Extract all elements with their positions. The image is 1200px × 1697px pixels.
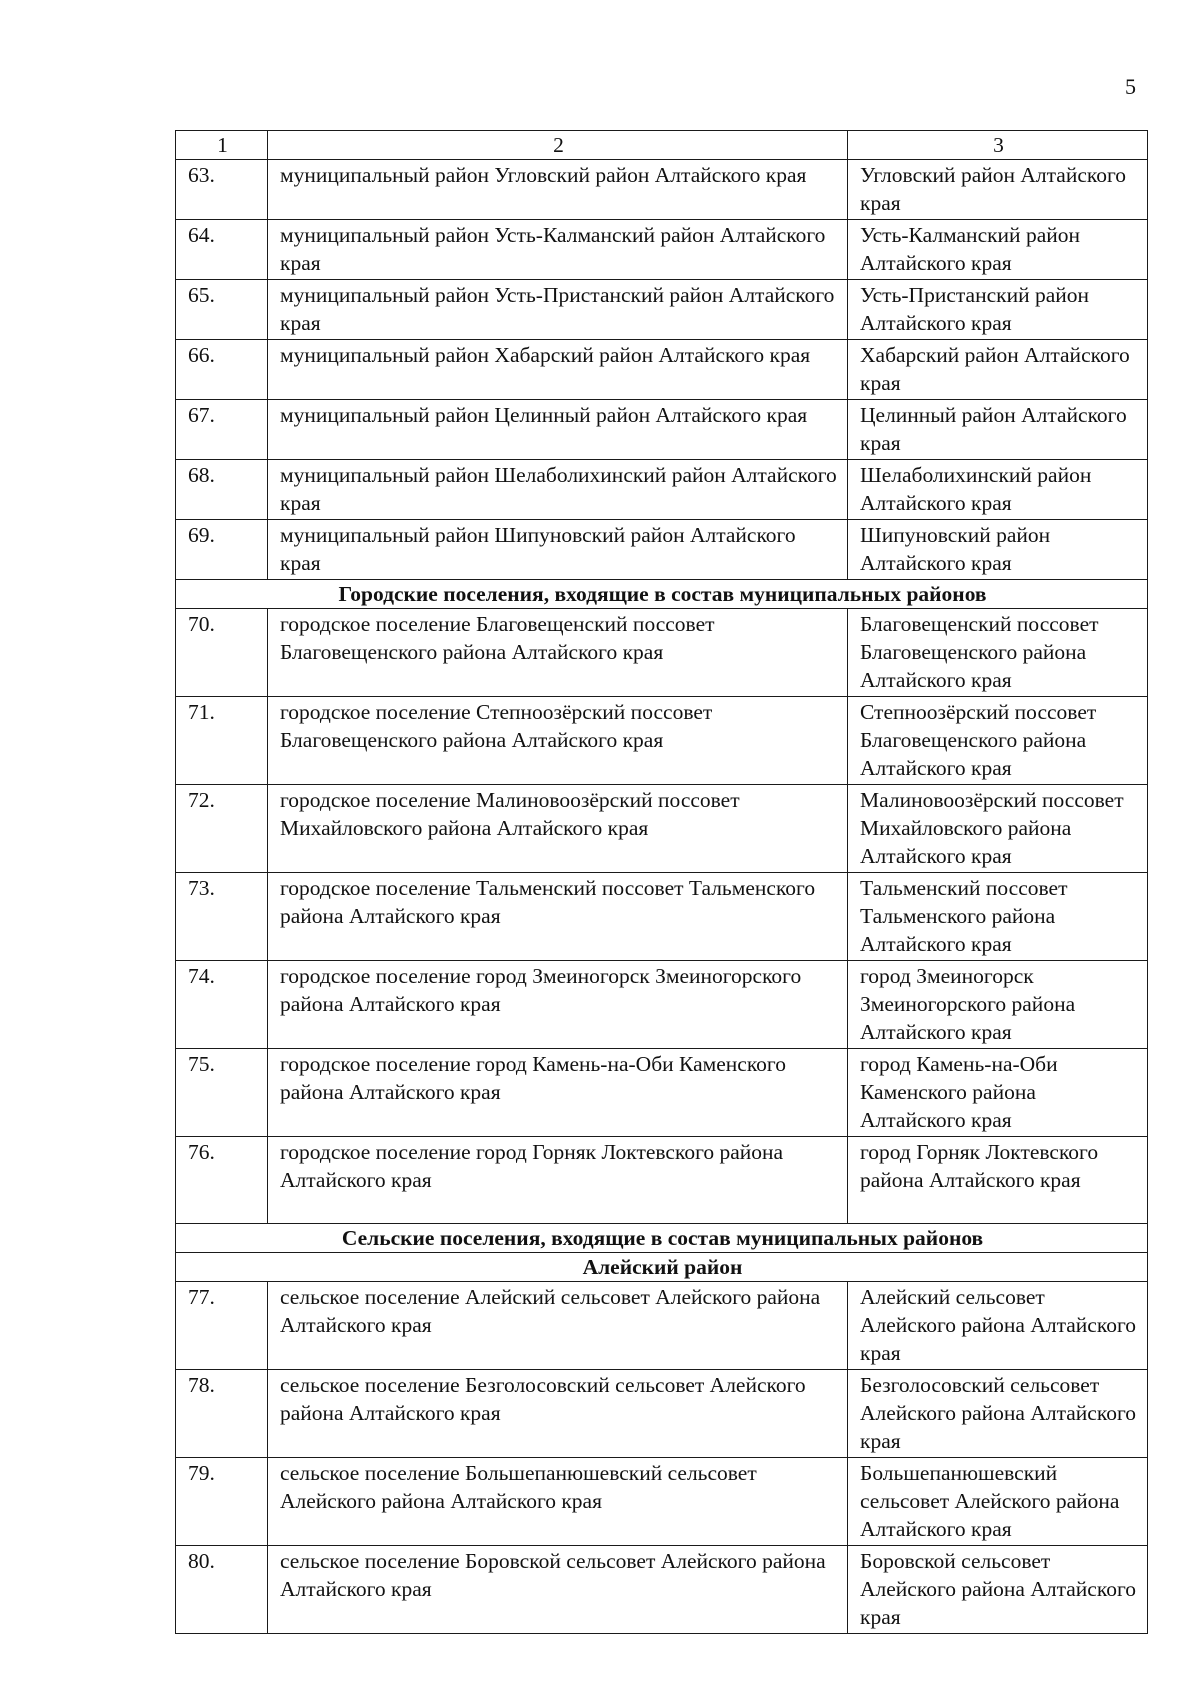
row-number: 78. <box>176 1370 268 1458</box>
row-number: 69. <box>176 520 268 580</box>
row-number: 70. <box>176 609 268 697</box>
header-col-2: 2 <box>268 131 848 160</box>
table-row <box>176 220 1148 280</box>
section-heading-row <box>176 1224 1148 1253</box>
short-name-cell: Большепанюшевский сельсовет Алейского района Алтайского края <box>848 1458 1148 1546</box>
table-row <box>176 1370 1148 1458</box>
table-row <box>176 697 1148 785</box>
short-name-cell: Целинный район Алтайского края <box>848 400 1148 460</box>
short-name-cell: Шипуновский район Алтайского края <box>848 520 1148 580</box>
short-name-cell: Благовещенский поссовет Благовещенского района Алтайского края <box>848 609 1148 697</box>
table-header-row <box>176 131 1148 160</box>
short-name-cell: Алейский сельсовет Алейского района Алтайского края <box>848 1282 1148 1370</box>
row-number: 75. <box>176 1049 268 1137</box>
row-number: 64. <box>176 220 268 280</box>
table-row <box>176 160 1148 220</box>
full-name-cell: муниципальный район Угловский район Алтайского края <box>268 160 848 220</box>
table-row <box>176 280 1148 340</box>
full-name-cell: муниципальный район Усть-Калманский район Алтайского края <box>268 220 848 280</box>
short-name-cell: Усть-Пристанский район Алтайского края <box>848 280 1148 340</box>
settlements-table <box>175 130 1148 1634</box>
row-number: 77. <box>176 1282 268 1370</box>
short-name-cell: город Горняк Локтевского района Алтайского края <box>848 1137 1148 1224</box>
full-name-cell: городское поселение город Горняк Локтевского района Алтайского края <box>268 1137 848 1224</box>
subsection-heading-aleysky: Алейский район <box>176 1253 1148 1282</box>
row-number: 76. <box>176 1137 268 1224</box>
table-row <box>176 1137 1148 1224</box>
full-name-cell: городское поселение Степноозёрский поссовет Благовещенского района Алтайского края <box>268 697 848 785</box>
row-number: 65. <box>176 280 268 340</box>
table-row <box>176 609 1148 697</box>
full-name-cell: городское поселение Малиновоозёрский поссовет Михайловского района Алтайского края <box>268 785 848 873</box>
short-name-cell: Малиновоозёрский поссовет Михайловского района Алтайского края <box>848 785 1148 873</box>
short-name-cell: Усть-Калманский район Алтайского края <box>848 220 1148 280</box>
row-number: 68. <box>176 460 268 520</box>
short-name-cell: Безголосовский сельсовет Алейского района Алтайского края <box>848 1370 1148 1458</box>
full-name-cell: муниципальный район Хабарский район Алтайского края <box>268 340 848 400</box>
table-row <box>176 400 1148 460</box>
table-row <box>176 1458 1148 1546</box>
full-name-cell: муниципальный район Шипуновский район Алтайского края <box>268 520 848 580</box>
full-name-cell: сельское поселение Большепанюшевский сельсовет Алейского района Алтайского края <box>268 1458 848 1546</box>
section-heading-row <box>176 580 1148 609</box>
short-name-cell: Степноозёрский поссовет Благовещенского района Алтайского края <box>848 697 1148 785</box>
row-number: 66. <box>176 340 268 400</box>
full-name-cell: сельское поселение Боровской сельсовет Алейского района Алтайского края <box>268 1546 848 1634</box>
row-number: 74. <box>176 961 268 1049</box>
short-name-cell: Тальменский поссовет Тальменского района Алтайского края <box>848 873 1148 961</box>
short-name-cell: город Змеиногорск Змеиногорского района Алтайского края <box>848 961 1148 1049</box>
header-col-1: 1 <box>176 131 268 160</box>
row-number: 79. <box>176 1458 268 1546</box>
section-heading-urban: Городские поселения, входящие в состав муниципальных районов <box>176 580 1148 609</box>
table-row <box>176 460 1148 520</box>
table-row <box>176 961 1148 1049</box>
row-number: 80. <box>176 1546 268 1634</box>
row-number: 71. <box>176 697 268 785</box>
row-number: 67. <box>176 400 268 460</box>
subsection-heading-row <box>176 1253 1148 1282</box>
table-row <box>176 1546 1148 1634</box>
full-name-cell: муниципальный район Усть-Пристанский район Алтайского края <box>268 280 848 340</box>
table-row <box>176 520 1148 580</box>
full-name-cell: муниципальный район Шелаболихинский район Алтайского края <box>268 460 848 520</box>
full-name-cell: сельское поселение Алейский сельсовет Алейского района Алтайского края <box>268 1282 848 1370</box>
section-heading-rural: Сельские поселения, входящие в состав муниципальных районов <box>176 1224 1148 1253</box>
table-row <box>176 873 1148 961</box>
short-name-cell: Шелаболихинский район Алтайского края <box>848 460 1148 520</box>
table-row <box>176 1049 1148 1137</box>
table-row <box>176 340 1148 400</box>
short-name-cell: Угловский район Алтайского края <box>848 160 1148 220</box>
table-row <box>176 785 1148 873</box>
row-number: 73. <box>176 873 268 961</box>
full-name-cell: сельское поселение Безголосовский сельсовет Алейского района Алтайского края <box>268 1370 848 1458</box>
row-number: 63. <box>176 160 268 220</box>
short-name-cell: Хабарский район Алтайского края <box>848 340 1148 400</box>
full-name-cell: городское поселение город Камень-на-Оби Каменского района Алтайского края <box>268 1049 848 1137</box>
full-name-cell: городское поселение Тальменский поссовет Тальменского района Алтайского края <box>268 873 848 961</box>
table-row <box>176 1282 1148 1370</box>
page-number: 5 <box>1125 74 1136 99</box>
full-name-cell: муниципальный район Целинный район Алтайского края <box>268 400 848 460</box>
full-name-cell: городское поселение город Змеиногорск Змеиногорского района Алтайского края <box>268 961 848 1049</box>
short-name-cell: город Камень-на-Оби Каменского района Алтайского края <box>848 1049 1148 1137</box>
row-number: 72. <box>176 785 268 873</box>
short-name-cell: Боровской сельсовет Алейского района Алтайского края <box>848 1546 1148 1634</box>
full-name-cell: городское поселение Благовещенский поссовет Благовещенского района Алтайского края <box>268 609 848 697</box>
header-col-3: 3 <box>848 131 1148 160</box>
